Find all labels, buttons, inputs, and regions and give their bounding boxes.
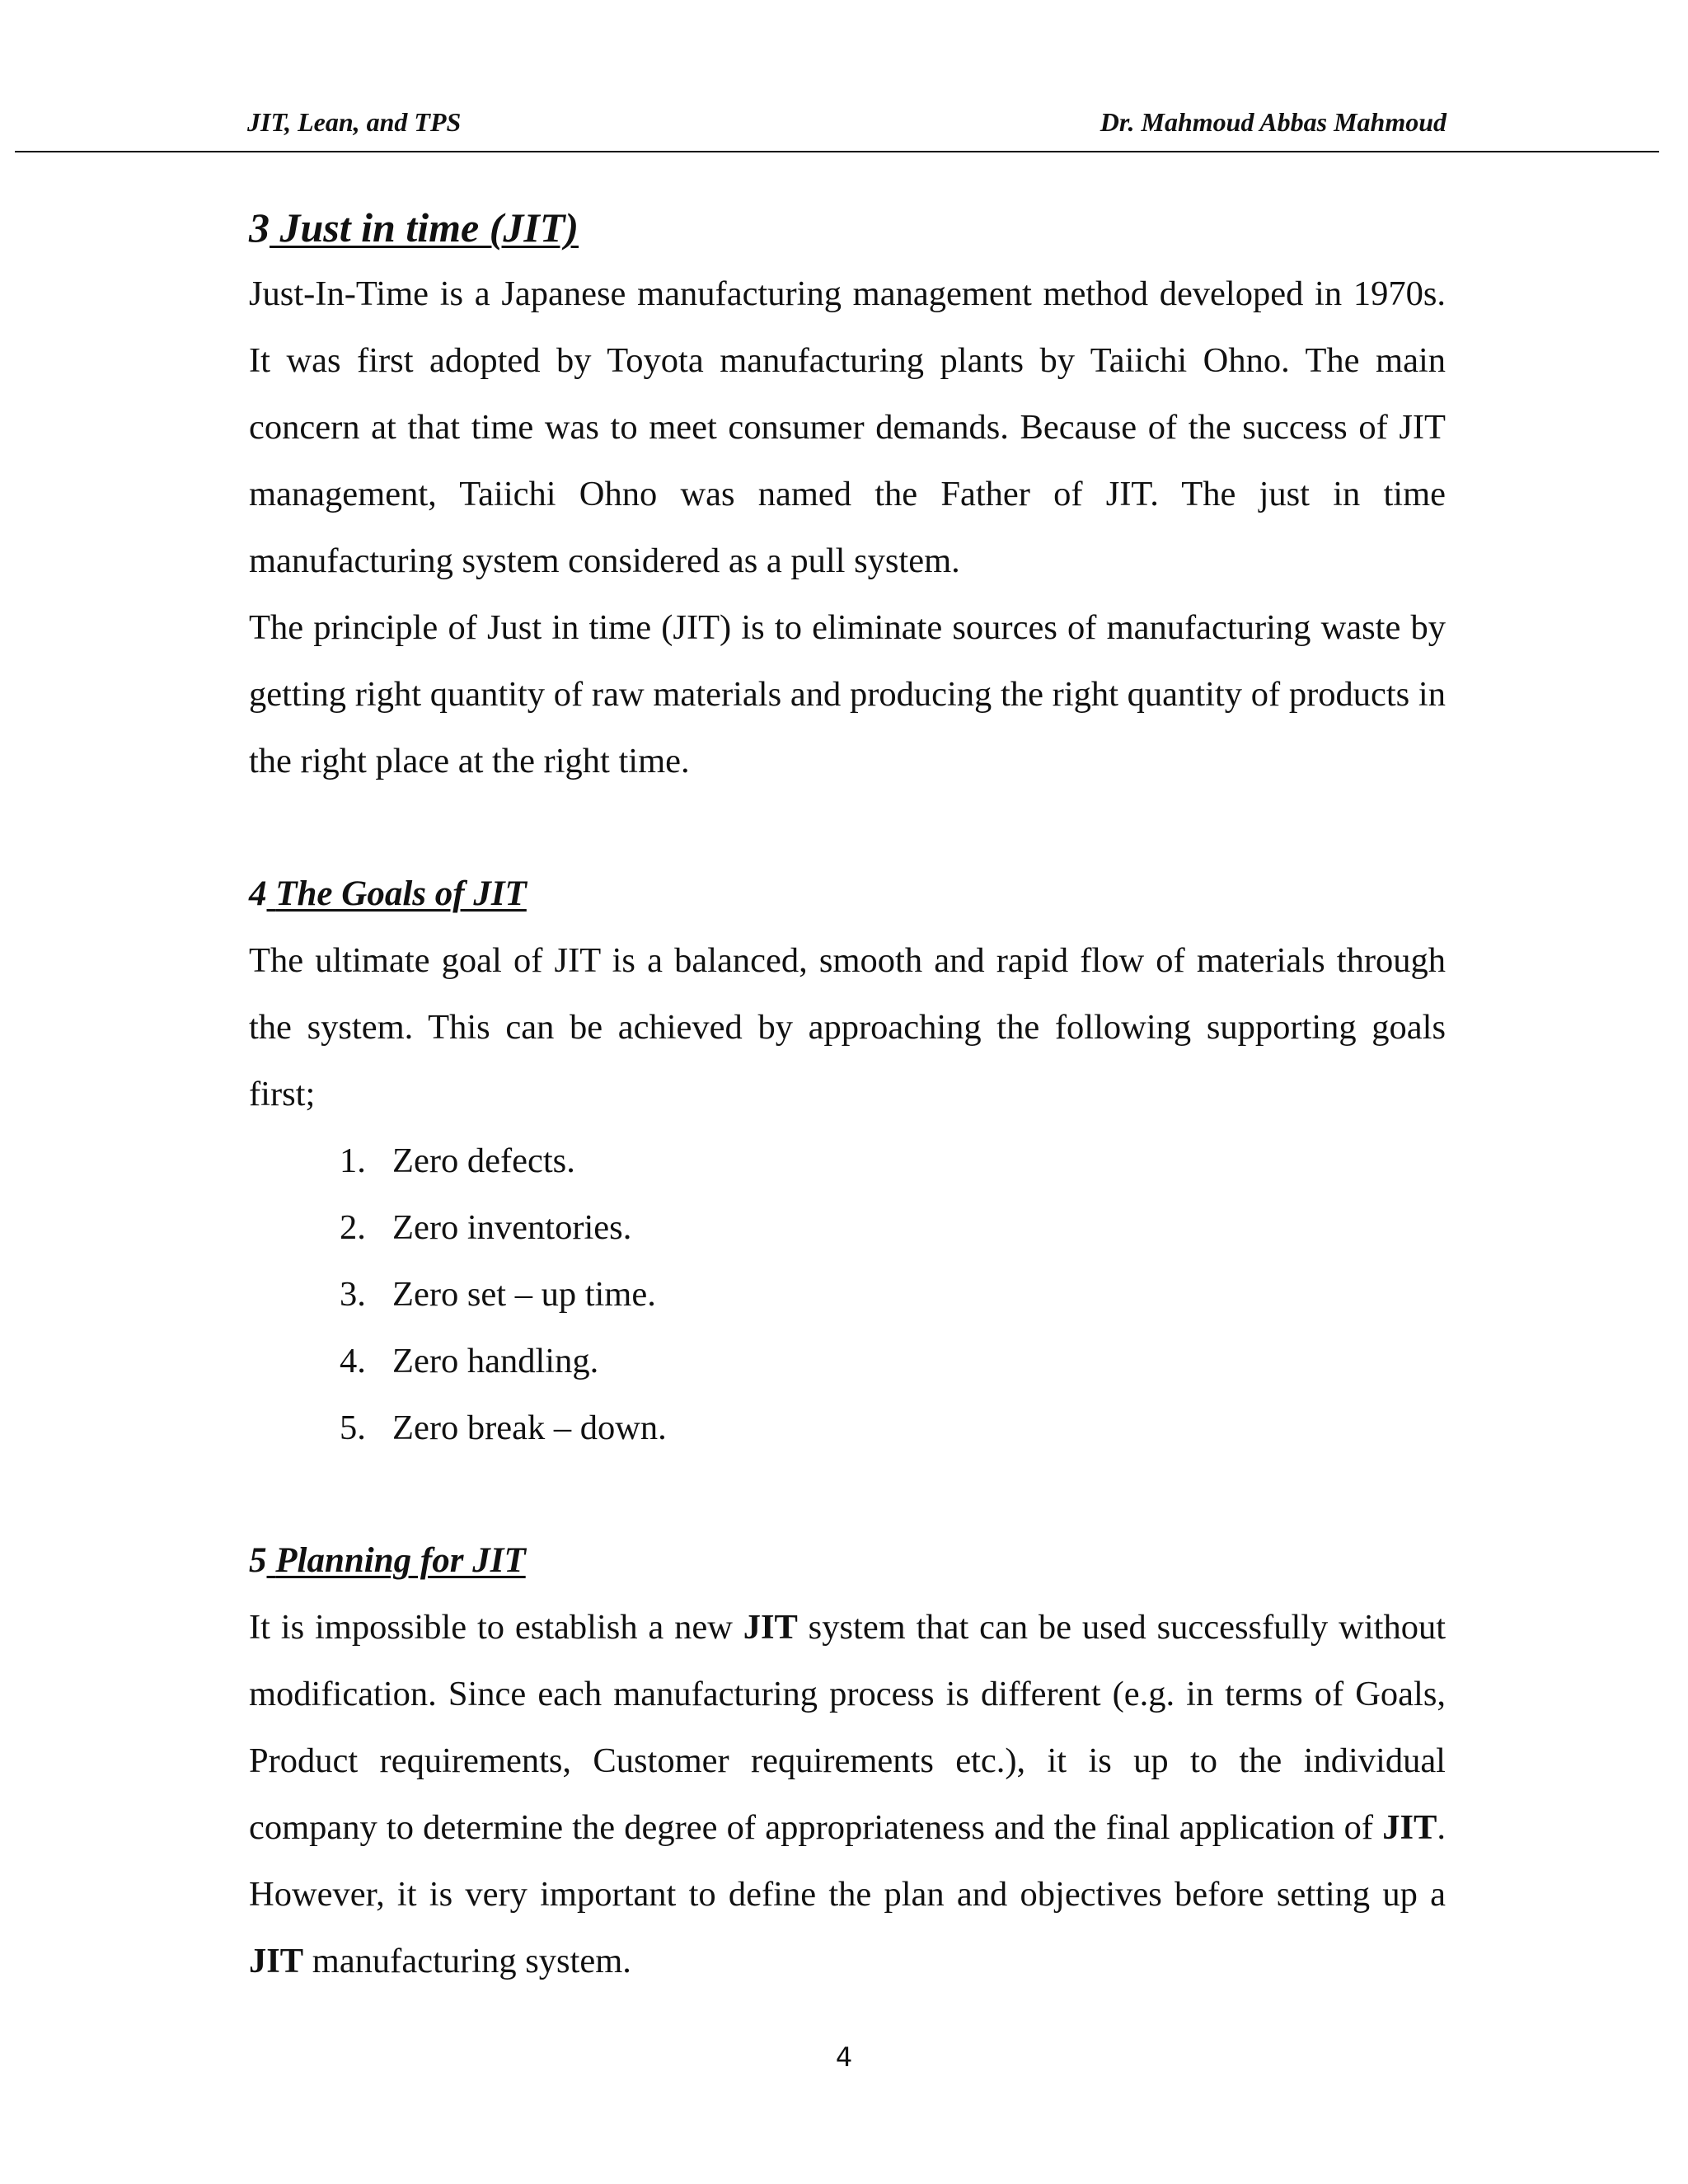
- section-5-title: Planning for JIT: [275, 1541, 526, 1580]
- spacer: [249, 1461, 1446, 1528]
- list-item-text: Zero break – down.: [392, 1408, 667, 1447]
- list-item: [249, 1261, 1446, 1328]
- header-author: Dr. Mahmoud Abbas Mahmoud: [1100, 107, 1447, 137]
- section-3-title: Just in time (JIT): [279, 204, 579, 251]
- section-3-paragraph-1: Just-In-Time is a Japanese manufacturing management method developed in 1970s. It was first adopted by Toyota manufacturing plants by Taiichi Ohno. The main concern at that time was to meet consumer demands. Because of the success of JIT management, Taiichi Ohno was named the Father of JIT. The just in time manufacturing system considered as a pull system.: [249, 274, 1446, 580]
- page-number: 4: [835, 2041, 853, 2073]
- jit-term: JIT: [743, 1608, 798, 1647]
- list-item-text: Zero defects.: [392, 1141, 575, 1180]
- paragraph-text: . However, it is very important to define the plan and objectives before setting up a: [249, 1808, 1446, 1914]
- jit-term: JIT: [1382, 1808, 1437, 1847]
- section-4-title: The Goals of JIT: [275, 874, 527, 913]
- section-5-heading: [249, 1528, 1446, 1594]
- list-item: [249, 1394, 1446, 1461]
- list-item-number: 1.: [340, 1141, 366, 1180]
- list-item-number: 5.: [340, 1408, 366, 1447]
- section-3-number: 3: [249, 204, 270, 251]
- paragraph-text: It is impossible to establish a new: [249, 1608, 743, 1647]
- goals-list: [249, 1127, 1446, 1461]
- section-4-paragraph-1: The ultimate goal of JIT is a balanced, smooth and rapid flow of materials through the system. This can be achieved by approaching the following supporting goals first;: [249, 941, 1446, 1113]
- section-4-number: 4: [249, 874, 267, 913]
- list-item: [249, 1127, 1446, 1194]
- list-item-text: Zero set – up time.: [392, 1275, 656, 1314]
- list-item-number: 3.: [340, 1275, 366, 1314]
- list-item-text: Zero handling.: [392, 1342, 599, 1380]
- spacer: [249, 794, 1446, 861]
- running-header: [247, 105, 1447, 138]
- section-5-paragraph-1: [249, 1594, 1446, 1994]
- header-title: JIT, Lean, and TPS: [247, 107, 462, 137]
- list-item-number: 4.: [340, 1342, 366, 1380]
- jit-term: JIT: [249, 1942, 304, 1980]
- section-3-heading: [249, 194, 1446, 260]
- list-item-number: 2.: [340, 1208, 366, 1247]
- section-3-paragraph-2: The principle of Just in time (JIT) is to eliminate sources of manufacturing waste by getting right quantity of raw materials and producing the right quantity of products in the right place at the right time.: [249, 608, 1446, 780]
- section-4-heading: [249, 861, 1446, 927]
- header-rule: [15, 151, 1659, 152]
- list-item: [249, 1328, 1446, 1394]
- list-item: [249, 1194, 1446, 1261]
- section-5-number: 5: [249, 1541, 267, 1580]
- list-item-text: Zero inventories.: [392, 1208, 632, 1247]
- page-body: [249, 194, 1446, 1994]
- paragraph-text: system that can be used successfully without modification. Since each manufacturing process is different (e.g. in terms of Goals, Product requirements, Customer requirements etc.), it is up to the individual company to determine the degree of appropriateness and the final application of: [249, 1608, 1446, 1847]
- paragraph-text: manufacturing system.: [303, 1942, 631, 1980]
